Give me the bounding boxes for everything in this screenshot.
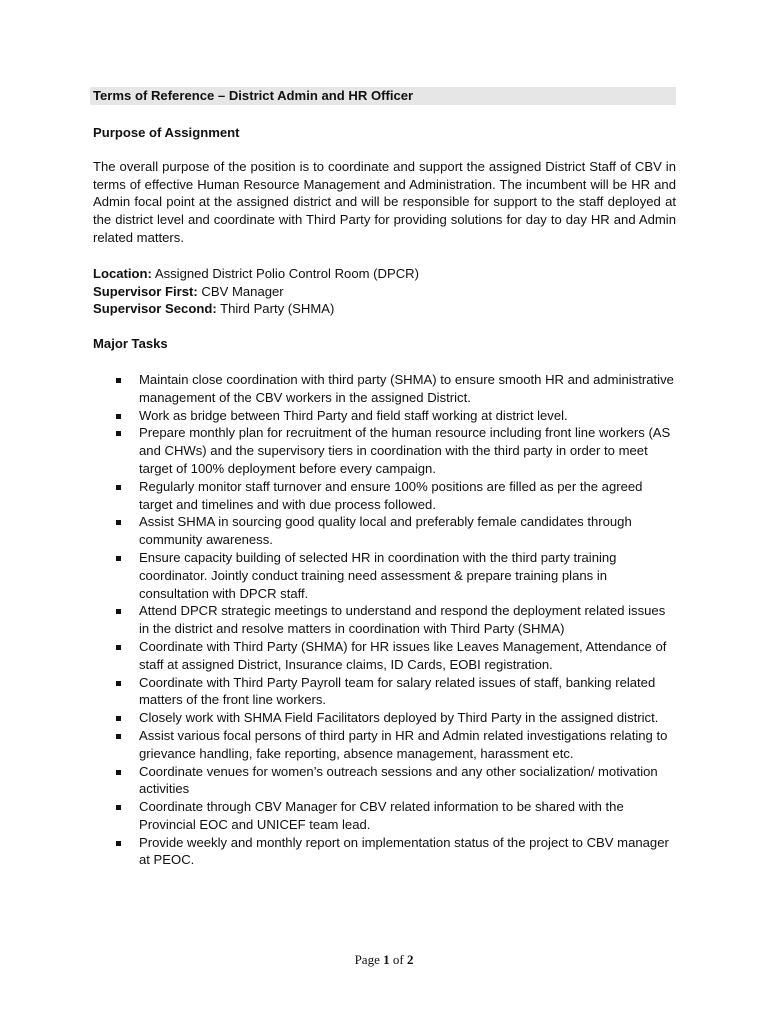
task-text: Ensure capacity building of selected HR in coordination with the third party training coordinator. Jointly conduct training need assessment & prepare training plans in consultation with DPCR staff. (139, 549, 617, 601)
task-text: Work as bridge between Third Party and field staff working at district level. (139, 407, 568, 423)
bullet-icon (116, 609, 121, 614)
task-text: Regularly monitor staff turnover and ensure 100% positions are filled as per the agreed target and timelines and with due process followed. (139, 478, 643, 512)
page-word: Page (354, 952, 384, 967)
page-footer (0, 952, 768, 968)
task-item (93, 549, 676, 602)
supervisor-first-value: CBV Manager (197, 283, 284, 299)
bullet-icon (116, 556, 121, 561)
location-label: Location: (93, 265, 152, 281)
task-text: Assist various focal persons of third party in HR and Admin related investigations relating to grievance handling, fake reporting, absence management, harassment etc. (139, 727, 668, 761)
bullet-icon (116, 645, 121, 650)
task-item (93, 513, 676, 549)
purpose-heading: Purpose of Assignment (93, 125, 240, 140)
document-body (93, 87, 676, 869)
task-item (93, 602, 676, 638)
bullet-icon (116, 734, 121, 739)
bullet-icon (116, 414, 121, 419)
bullet-icon (116, 520, 121, 525)
task-item (93, 478, 676, 514)
task-text: Coordinate through CBV Manager for CBV related information to be shared with the Provincial EOC and UNICEF team lead. (139, 799, 624, 832)
total-pages-number: 2 (406, 952, 414, 967)
task-text: Provide weekly and monthly report on implementation status of the project to CBV manager at PEOC. (139, 834, 669, 868)
supervisor-second-label: Supervisor Second: (93, 301, 217, 317)
location-line (93, 265, 676, 283)
task-item (93, 727, 676, 763)
supervisor-second-line (93, 300, 676, 318)
tasks-heading: Major Tasks (93, 336, 168, 352)
task-text: Prepare monthly plan for recruitment of the human resource including front line workers (AS and CHWs) and the supervisory tiers in coordination with the third party in order to meet target of 100% deployment before every campaign. (139, 425, 671, 476)
purpose-paragraph: The overall purpose of the position is to coordinate and support the assigned District Staff of CBV in terms of effective Human Resource Management and Administration. The incumbent will be HR and Admin focal point at the assigned district and will be responsible for support to the staff deployed at the district level and coordinate with Third Party for providing solutions for day to day HR and Admin related matters. (93, 158, 676, 245)
of-word: of (389, 952, 407, 967)
task-item (93, 763, 676, 799)
supervisor-first-label: Supervisor First: (93, 283, 198, 299)
document-title: Terms of Reference – District Admin and HR Officer (90, 87, 676, 105)
task-text: Coordinate with Third Party (SHMA) for HR issues like Leaves Management, Attendance of staff at assigned District, Insurance claims, ID Cards, EOBI registration. (139, 638, 667, 672)
task-item (93, 424, 676, 477)
bullet-icon (116, 485, 121, 490)
tasks-list (93, 371, 676, 869)
task-text: Assist SHMA in sourcing good quality local and preferably female candidates through community awareness. (139, 514, 632, 548)
task-text: Coordinate venues for women’s outreach sessions and any other socialization/ motivation activities (139, 763, 658, 797)
task-item (93, 798, 676, 834)
task-item (93, 407, 676, 425)
bullet-icon (116, 805, 121, 810)
supervisor-first-line (93, 283, 676, 301)
bullet-icon (116, 431, 121, 436)
task-text: Maintain close coordination with third party (SHMA) to ensure smooth HR and administrative management of the CBV workers in the assigned District. (139, 371, 674, 405)
task-item (93, 674, 676, 710)
current-page-number: 1 (383, 952, 390, 967)
task-item (93, 834, 676, 870)
supervisor-second-value: Third Party (SHMA) (216, 301, 335, 317)
bullet-icon (116, 770, 121, 775)
task-text: Coordinate with Third Party Payroll team for salary related issues of staff, banking related matters of the front line workers. (139, 674, 656, 708)
bullet-icon (116, 841, 121, 846)
bullet-icon (116, 378, 121, 383)
task-text: Closely work with SHMA Field Facilitators deployed by Third Party in the assigned district. (139, 710, 659, 726)
task-item (93, 371, 676, 407)
bullet-icon (116, 681, 121, 686)
bullet-icon (116, 716, 121, 721)
task-item (93, 638, 676, 674)
location-value: Assigned District Polio Control Room (DPCR) (151, 265, 419, 281)
task-text: Attend DPCR strategic meetings to understand and respond the deployment related issues in the district and resolve matters in coordination with Third Party (SHMA) (139, 603, 666, 637)
task-item (93, 709, 676, 727)
assignment-details (93, 265, 676, 318)
